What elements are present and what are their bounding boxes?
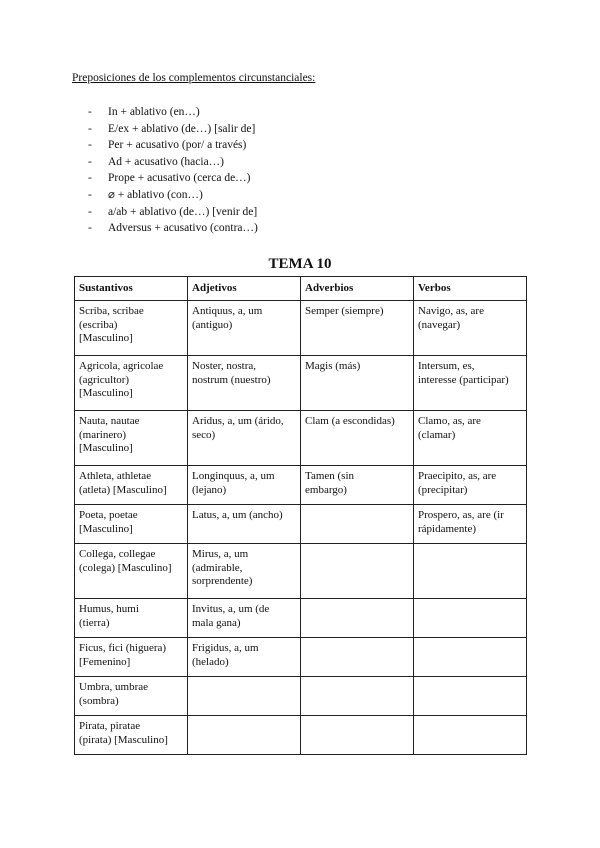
cell-text: (atleta) [Masculino] — [79, 483, 167, 496]
cell-text: Semper (siempre) — [305, 305, 384, 317]
cell-text: Navigo, as, are — [418, 305, 484, 317]
cell-text: (tierra) — [79, 616, 110, 629]
cell-text: nostrum (nuestro) — [192, 373, 271, 386]
list-item — [88, 187, 258, 204]
cell-text: Mirus, a, um — [192, 548, 249, 560]
list-bullet: - — [88, 172, 92, 185]
cell-text: rápidamente) — [418, 522, 477, 535]
cell-text: Collega, collegae — [79, 548, 156, 560]
table-row — [75, 505, 527, 544]
cell-text: [Masculino] — [79, 387, 133, 400]
list-item — [88, 121, 258, 138]
cell-text: Frigidus, a, um — [192, 642, 259, 654]
table-cell — [75, 716, 188, 755]
cell-text: mala gana) — [192, 616, 241, 629]
cell-text: Tamen (sin — [305, 470, 355, 482]
table-row — [75, 716, 527, 755]
cell-text: (lejano) — [192, 483, 227, 496]
cell-text: (clamar) — [418, 428, 456, 441]
table-cell — [75, 677, 188, 716]
table-cell — [75, 411, 188, 466]
list-bullet: - — [88, 139, 92, 152]
table-cell — [75, 638, 188, 677]
table-cell — [414, 411, 527, 466]
table-cell — [414, 301, 527, 356]
table-cell — [301, 301, 414, 356]
table-cell — [75, 544, 188, 599]
cell-text: Prospero, as, are (ir — [418, 509, 504, 521]
cell-text: Magis (más) — [305, 360, 361, 372]
table-cell — [75, 599, 188, 638]
table-cell — [188, 466, 301, 505]
table-cell — [414, 466, 527, 505]
prepositions-list — [88, 104, 258, 237]
cell-text: (agricultor) — [79, 373, 130, 386]
cell-text: Latus, a, um (ancho) — [192, 509, 283, 521]
table-cell — [188, 599, 301, 638]
list-item — [88, 204, 258, 221]
table-cell — [301, 716, 414, 755]
table-cell — [414, 544, 527, 599]
cell-text: [Masculino] — [79, 522, 133, 535]
list-item-text: In + ablativo (en…) — [108, 106, 200, 118]
cell-text: Clam (a escondidas) — [305, 415, 395, 427]
table-cell — [188, 638, 301, 677]
vocabulary-table — [74, 276, 527, 755]
cell-text: (navegar) — [418, 318, 461, 331]
table-row — [75, 638, 527, 677]
table-cell — [414, 638, 527, 677]
list-bullet: - — [88, 155, 92, 168]
cell-text: (marinero) — [79, 428, 127, 441]
list-item — [88, 104, 258, 121]
table-cell — [75, 356, 188, 411]
cell-text: Noster, nostra, — [192, 360, 257, 372]
column-header: Verbos — [414, 277, 527, 301]
table-cell — [75, 466, 188, 505]
list-item — [88, 137, 258, 154]
cell-text: Antiquus, a, um — [192, 305, 263, 317]
table-cell — [188, 544, 301, 599]
cell-text: Pirata, piratae — [79, 720, 141, 732]
cell-text: [Femenino] — [79, 655, 131, 668]
cell-text: (colega) [Masculino] — [79, 561, 172, 574]
cell-text: (escriba) — [79, 318, 118, 331]
table-cell — [301, 466, 414, 505]
cell-text: Humus, humi — [79, 603, 139, 615]
cell-text: Agricola, agricolae — [79, 360, 164, 372]
list-bullet: - — [88, 122, 92, 135]
table-cell — [188, 716, 301, 755]
list-item-text: ⌀ + ablativo (con…) — [108, 188, 203, 201]
table-cell — [301, 638, 414, 677]
list-item-text: Per + acusativo (por/ a través) — [108, 139, 247, 152]
list-bullet: - — [88, 205, 92, 218]
table-cell — [414, 505, 527, 544]
cell-text: Praecipito, as, are — [418, 470, 497, 482]
cell-text: Poeta, poetae — [79, 509, 138, 521]
cell-text: Scriba, scribae — [79, 305, 144, 317]
list-item-text: E/ex + ablativo (de…) [salir de] — [108, 122, 256, 135]
cell-text: sorprendente) — [192, 575, 253, 588]
table-cell — [188, 411, 301, 466]
cell-text: [Masculino] — [79, 442, 133, 455]
cell-text: [Masculino] — [79, 332, 133, 345]
list-bullet: - — [88, 222, 92, 235]
table-cell — [301, 505, 414, 544]
column-header: Adverbios — [301, 277, 414, 301]
cell-text: Intersum, es, — [418, 360, 475, 372]
table-cell — [75, 301, 188, 356]
cell-text: (helado) — [192, 655, 229, 668]
section-heading: Preposiciones de los complementos circunstanciales: — [72, 72, 316, 84]
table-cell — [301, 356, 414, 411]
table-cell — [75, 505, 188, 544]
table-cell — [188, 356, 301, 411]
cell-text: (precipitar) — [418, 483, 468, 496]
list-item-text: Ad + acusativo (hacia…) — [108, 155, 225, 168]
cell-text: Longinquus, a, um — [192, 470, 275, 482]
list-item-text: Prope + acusativo (cerca de…) — [108, 172, 251, 185]
list-item-text: a/ab + ablativo (de…) [venir de] — [108, 205, 258, 218]
table-cell — [188, 505, 301, 544]
table-cell — [301, 677, 414, 716]
table-cell — [414, 716, 527, 755]
table-cell — [188, 301, 301, 356]
list-bullet: - — [88, 188, 92, 201]
cell-text: (pirata) [Masculino] — [79, 733, 168, 746]
cell-text: (sombra) — [79, 694, 119, 707]
cell-text: (admirable, — [192, 561, 243, 574]
cell-text: embargo) — [305, 483, 347, 496]
table-header-row — [75, 277, 527, 301]
cell-text: (antiguo) — [192, 318, 233, 331]
table-row — [75, 544, 527, 599]
column-header: Adjetivos — [188, 277, 301, 301]
cell-text: Umbra, umbrae — [79, 681, 149, 693]
table-cell — [414, 599, 527, 638]
column-header: Sustantivos — [75, 277, 188, 301]
cell-text: Invitus, a, um (de — [192, 603, 270, 615]
cell-text: interesse (participar) — [418, 373, 509, 386]
list-item — [88, 154, 258, 171]
list-item — [88, 220, 258, 237]
table-row — [75, 599, 527, 638]
table-cell — [301, 411, 414, 466]
list-item-text: Adversus + acusativo (contra…) — [108, 222, 258, 235]
table-cell — [188, 677, 301, 716]
table-row — [75, 411, 527, 466]
list-bullet: - — [88, 106, 92, 118]
table-cell — [414, 356, 527, 411]
table-row — [75, 677, 527, 716]
cell-text: Nauta, nautae — [79, 415, 140, 427]
cell-text: Clamo, as, are — [418, 415, 481, 427]
cell-text: seco) — [192, 428, 216, 441]
table-row — [75, 356, 527, 411]
page-title: TEMA 10 — [268, 256, 332, 272]
table-cell — [414, 677, 527, 716]
table-row — [75, 466, 527, 505]
cell-text: Athleta, athletae — [79, 470, 152, 482]
table-cell — [301, 599, 414, 638]
cell-text: Ficus, fici (higuera) — [79, 642, 167, 654]
table-row — [75, 301, 527, 356]
cell-text: Aridus, a, um (árido, — [192, 415, 284, 427]
table-cell — [301, 544, 414, 599]
list-item — [88, 170, 258, 187]
